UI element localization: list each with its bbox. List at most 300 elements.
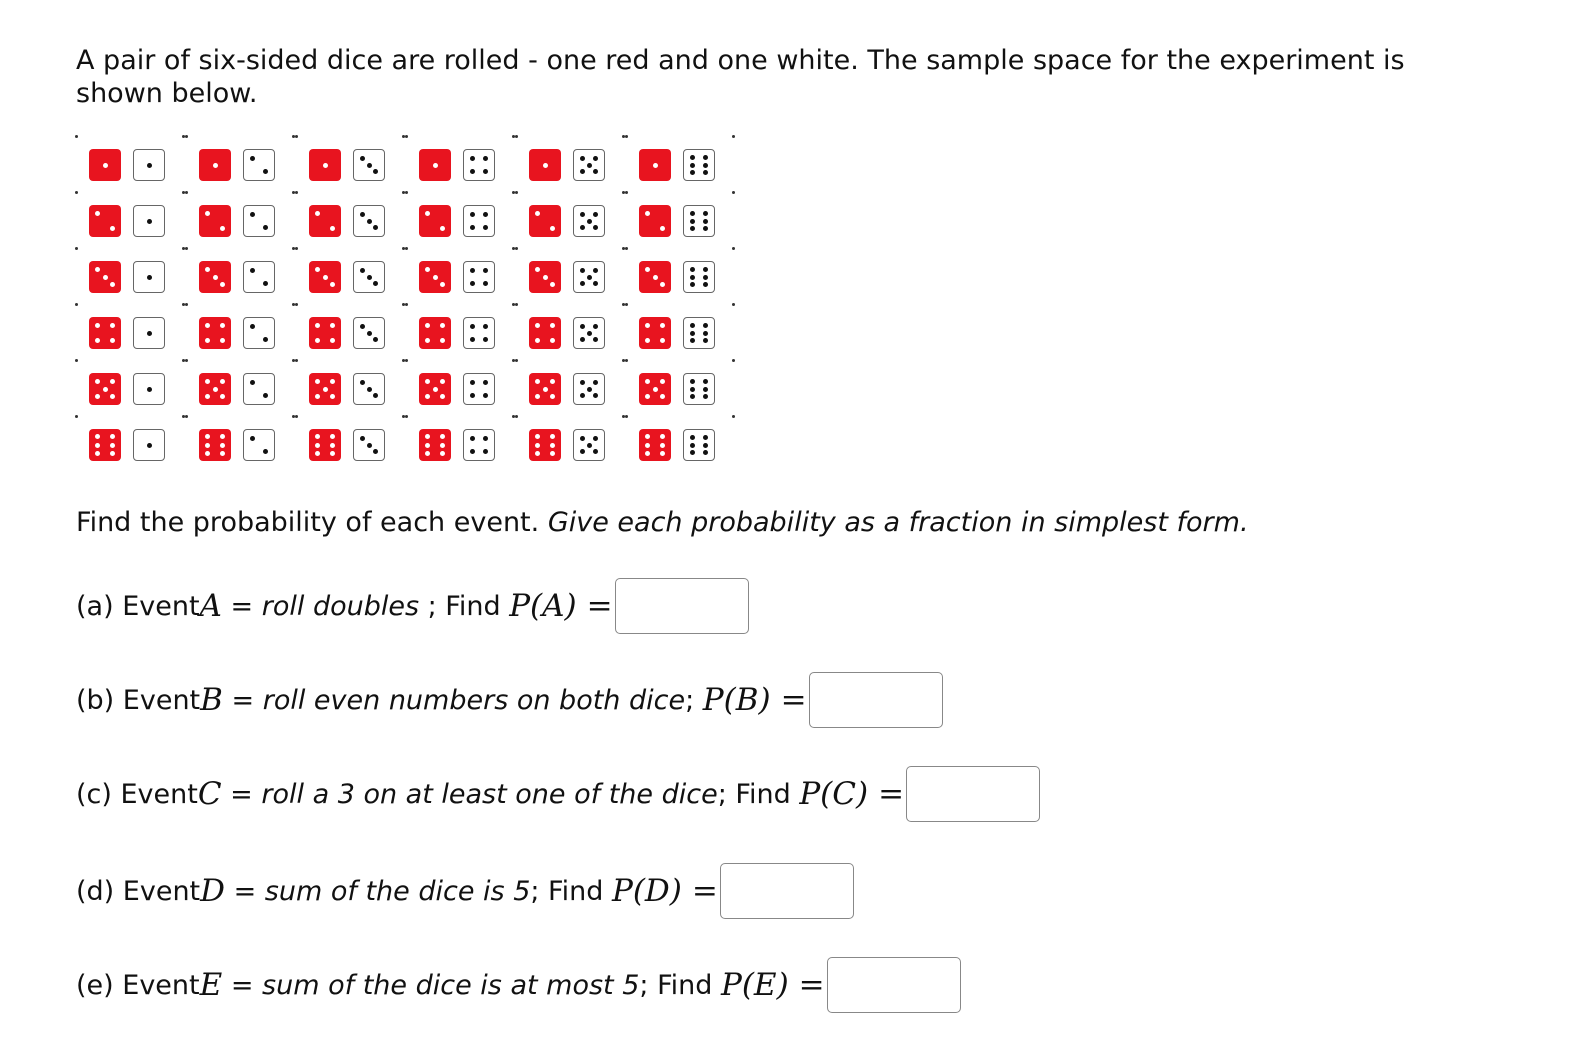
pip xyxy=(470,268,475,273)
pip xyxy=(587,275,592,280)
red-die-icon xyxy=(529,317,561,349)
equals-text: = xyxy=(221,778,262,810)
pip xyxy=(95,394,100,399)
red-die-icon xyxy=(639,261,671,293)
dice-outcome-cell xyxy=(515,247,625,303)
pip xyxy=(315,451,320,456)
pip xyxy=(315,434,320,439)
red-die-icon xyxy=(199,205,231,237)
dice-outcome-cell xyxy=(405,135,515,191)
dice-outcome-cell xyxy=(75,135,185,191)
grid-corner-dot xyxy=(295,303,298,306)
dice-outcome-cell xyxy=(405,359,515,415)
pip xyxy=(593,268,598,273)
dice-outcome-cell xyxy=(405,415,515,471)
pip xyxy=(220,338,225,343)
grid-corner-dot xyxy=(295,247,298,250)
grid-corner-dot xyxy=(515,359,518,362)
dice-outcome-cell xyxy=(185,359,295,415)
grid-corner-dot xyxy=(75,415,78,418)
grid-corner-dot xyxy=(625,359,628,362)
event-description: roll even numbers on both dice xyxy=(262,684,686,716)
pip xyxy=(103,387,108,392)
pip xyxy=(440,323,445,328)
pip xyxy=(330,226,335,231)
pip xyxy=(205,394,210,399)
pip xyxy=(110,226,115,231)
pip xyxy=(367,387,372,392)
pip xyxy=(580,281,585,286)
pip xyxy=(205,338,210,343)
white-die-icon xyxy=(133,261,165,293)
pip xyxy=(360,212,365,217)
pip xyxy=(593,156,598,161)
pip xyxy=(690,387,695,392)
dice-outcome-cell xyxy=(75,303,185,359)
pip xyxy=(250,380,255,385)
pip xyxy=(250,212,255,217)
pip xyxy=(250,324,255,329)
pip xyxy=(470,436,475,441)
pip xyxy=(703,435,708,440)
pip xyxy=(205,379,210,384)
pip xyxy=(690,282,695,287)
grid-corner-dot xyxy=(625,247,628,250)
answer-input-e[interactable] xyxy=(827,957,961,1013)
pip xyxy=(330,443,335,448)
pip xyxy=(690,323,695,328)
pip xyxy=(367,275,372,280)
white-die-icon xyxy=(683,261,715,293)
event-variable: B xyxy=(200,682,223,718)
red-die-icon xyxy=(309,317,341,349)
white-die-icon xyxy=(243,429,275,461)
grid-corner-dot xyxy=(295,359,298,362)
pip xyxy=(470,449,475,454)
red-die-icon xyxy=(419,373,451,405)
pip xyxy=(367,331,372,336)
pip xyxy=(535,443,540,448)
question-b xyxy=(76,670,943,730)
pip xyxy=(690,219,695,224)
white-die-icon xyxy=(133,149,165,181)
pip xyxy=(470,212,475,217)
pip xyxy=(315,443,320,448)
pip xyxy=(550,434,555,439)
red-die-icon xyxy=(89,317,121,349)
pip xyxy=(330,379,335,384)
answer-input-c[interactable] xyxy=(906,766,1040,822)
pip xyxy=(220,226,225,231)
pip xyxy=(470,169,475,174)
pip xyxy=(653,275,658,280)
equals-sign: = xyxy=(586,588,613,624)
pip xyxy=(95,443,100,448)
dice-outcome-cell xyxy=(405,247,515,303)
grid-corner-dot xyxy=(515,247,518,250)
grid-corner-dot xyxy=(732,247,735,250)
probability-expression: P(C) xyxy=(799,776,869,812)
white-die-icon xyxy=(353,149,385,181)
equals-sign: = xyxy=(798,967,825,1003)
red-die-icon xyxy=(419,205,451,237)
grid-corner-dot xyxy=(185,359,188,362)
question-a xyxy=(76,576,749,636)
pip xyxy=(535,267,540,272)
pip xyxy=(483,281,488,286)
pip xyxy=(660,443,665,448)
pip xyxy=(645,394,650,399)
pip xyxy=(580,156,585,161)
pip xyxy=(367,219,372,224)
pip xyxy=(425,451,430,456)
pip xyxy=(373,337,378,342)
white-die-icon xyxy=(463,429,495,461)
grid-corner-dot xyxy=(75,135,78,138)
white-die-icon xyxy=(573,205,605,237)
red-die-icon xyxy=(419,317,451,349)
pip xyxy=(440,434,445,439)
pip xyxy=(660,226,665,231)
white-die-icon xyxy=(243,317,275,349)
instructions-italic: Give each probability as a fraction in simplest form. xyxy=(547,507,1249,538)
pip xyxy=(690,331,695,336)
pip xyxy=(360,156,365,161)
pip xyxy=(250,156,255,161)
grid-corner-dot xyxy=(732,135,735,138)
intro-text: A pair of six-sided dice are rolled - one red and one white. The sample space for the experiment is shown below. xyxy=(76,45,1405,109)
pip xyxy=(213,275,218,280)
pip xyxy=(580,449,585,454)
grid-corner-dot xyxy=(515,135,518,138)
grid-corner-dot xyxy=(295,135,298,138)
pip xyxy=(645,443,650,448)
pip xyxy=(483,268,488,273)
pip xyxy=(220,379,225,384)
pip xyxy=(220,394,225,399)
dice-outcome-cell xyxy=(185,247,295,303)
grid-corner-dot xyxy=(185,415,188,418)
white-die-icon xyxy=(463,373,495,405)
pip xyxy=(690,275,695,280)
pip xyxy=(703,387,708,392)
pip xyxy=(425,267,430,272)
dice-outcome-cell xyxy=(75,415,185,471)
pip xyxy=(110,443,115,448)
pip xyxy=(535,379,540,384)
pip xyxy=(483,324,488,329)
pip xyxy=(660,434,665,439)
pip xyxy=(550,443,555,448)
pip xyxy=(263,225,268,230)
pip xyxy=(425,394,430,399)
pip xyxy=(580,436,585,441)
pip xyxy=(593,380,598,385)
pip xyxy=(587,387,592,392)
pip xyxy=(703,379,708,384)
pip xyxy=(95,267,100,272)
pip xyxy=(323,163,328,168)
pip xyxy=(220,443,225,448)
pip xyxy=(593,169,598,174)
pip xyxy=(580,225,585,230)
event-description: roll doubles xyxy=(261,590,420,622)
dice-outcome-cell xyxy=(295,247,405,303)
grid-corner-dot xyxy=(405,135,408,138)
equals-text: = xyxy=(221,590,262,622)
dice-outcome-cell xyxy=(515,415,625,471)
pip xyxy=(587,443,592,448)
red-die-icon xyxy=(419,429,451,461)
pip xyxy=(483,436,488,441)
dice-outcome-cell xyxy=(625,415,735,471)
find-text: ; Find xyxy=(419,590,510,622)
red-die-icon xyxy=(639,317,671,349)
dice-outcome-cell xyxy=(185,191,295,247)
equals-text: = xyxy=(222,969,263,1001)
pip xyxy=(205,211,210,216)
pip xyxy=(470,324,475,329)
pip xyxy=(110,379,115,384)
pip xyxy=(205,443,210,448)
pip xyxy=(535,323,540,328)
pip xyxy=(205,451,210,456)
pip xyxy=(580,393,585,398)
red-die-icon xyxy=(419,261,451,293)
pip xyxy=(550,394,555,399)
grid-corner-dot xyxy=(405,415,408,418)
white-die-icon xyxy=(353,205,385,237)
grid-corner-dot xyxy=(185,191,188,194)
pip xyxy=(703,443,708,448)
red-die-icon xyxy=(639,205,671,237)
pip xyxy=(550,282,555,287)
white-die-icon xyxy=(683,205,715,237)
pip xyxy=(483,449,488,454)
pip xyxy=(425,379,430,384)
pip xyxy=(645,338,650,343)
pip xyxy=(470,393,475,398)
pip xyxy=(373,225,378,230)
pip xyxy=(690,226,695,231)
pip xyxy=(433,387,438,392)
pip xyxy=(330,394,335,399)
red-die-icon xyxy=(639,429,671,461)
white-die-icon xyxy=(463,149,495,181)
white-die-icon xyxy=(243,149,275,181)
pip xyxy=(470,156,475,161)
pip xyxy=(110,451,115,456)
grid-corner-dot xyxy=(75,303,78,306)
grid-corner-dot xyxy=(515,303,518,306)
red-die-icon xyxy=(529,149,561,181)
pip xyxy=(483,156,488,161)
pip xyxy=(95,338,100,343)
white-die-icon xyxy=(683,373,715,405)
pip xyxy=(205,434,210,439)
pip xyxy=(367,443,372,448)
white-die-icon xyxy=(353,261,385,293)
red-die-icon xyxy=(529,429,561,461)
red-die-icon xyxy=(529,373,561,405)
grid-corner-dot xyxy=(405,303,408,306)
white-die-icon xyxy=(573,261,605,293)
red-die-icon xyxy=(309,429,341,461)
pip xyxy=(690,267,695,272)
pip xyxy=(703,226,708,231)
pip xyxy=(263,337,268,342)
grid-corner-dot xyxy=(75,359,78,362)
red-die-icon xyxy=(419,149,451,181)
red-die-icon xyxy=(89,149,121,181)
pip xyxy=(330,451,335,456)
answer-input-a[interactable] xyxy=(615,578,749,634)
pip xyxy=(593,337,598,342)
grid-corner-dot xyxy=(185,135,188,138)
pip xyxy=(593,212,598,217)
pip xyxy=(483,380,488,385)
pip xyxy=(220,323,225,328)
dice-outcome-cell xyxy=(515,191,625,247)
dice-outcome-cell xyxy=(75,191,185,247)
pip xyxy=(580,212,585,217)
pip xyxy=(593,393,598,398)
pip xyxy=(653,387,658,392)
pip xyxy=(425,338,430,343)
pip xyxy=(95,323,100,328)
pip xyxy=(703,155,708,160)
equals-sign: = xyxy=(878,776,905,812)
white-die-icon xyxy=(353,429,385,461)
question-d xyxy=(76,861,854,921)
grid-corner-dot xyxy=(185,247,188,250)
pip xyxy=(580,380,585,385)
white-die-icon xyxy=(683,317,715,349)
grid-corner-dot xyxy=(625,191,628,194)
answer-input-b[interactable] xyxy=(809,672,943,728)
pip xyxy=(95,434,100,439)
pip xyxy=(330,323,335,328)
pip xyxy=(330,282,335,287)
pip xyxy=(315,211,320,216)
dice-outcome-cell xyxy=(625,359,735,415)
pip xyxy=(373,449,378,454)
pip xyxy=(550,323,555,328)
pip xyxy=(440,338,445,343)
pip xyxy=(373,393,378,398)
pip xyxy=(580,337,585,342)
pip xyxy=(535,338,540,343)
probability-expression: P(B) xyxy=(702,682,771,718)
white-die-icon xyxy=(243,261,275,293)
pip xyxy=(360,268,365,273)
dice-outcome-cell xyxy=(185,303,295,359)
pip xyxy=(440,226,445,231)
pip xyxy=(103,275,108,280)
equals-sign: = xyxy=(691,873,718,909)
pip xyxy=(147,443,152,448)
pip xyxy=(315,338,320,343)
white-die-icon xyxy=(573,373,605,405)
pip xyxy=(205,323,210,328)
red-die-icon xyxy=(199,317,231,349)
equals-text: = xyxy=(225,875,265,907)
pip xyxy=(483,169,488,174)
pip xyxy=(535,211,540,216)
white-die-icon xyxy=(133,429,165,461)
pip xyxy=(433,163,438,168)
white-die-icon xyxy=(683,429,715,461)
event-description: roll a 3 on at least one of the dice xyxy=(261,778,718,810)
pip xyxy=(440,282,445,287)
event-description: sum of the dice is at most 5 xyxy=(262,969,640,1001)
pip xyxy=(593,281,598,286)
pip xyxy=(263,169,268,174)
pip xyxy=(593,225,598,230)
pip xyxy=(690,394,695,399)
dice-outcome-cell xyxy=(295,135,405,191)
pip xyxy=(147,275,152,280)
red-die-icon xyxy=(529,205,561,237)
pip xyxy=(470,281,475,286)
white-die-icon xyxy=(573,429,605,461)
white-die-icon xyxy=(133,317,165,349)
red-die-icon xyxy=(199,149,231,181)
white-die-icon xyxy=(463,205,495,237)
grid-corner-dot xyxy=(405,359,408,362)
pip xyxy=(543,387,548,392)
pip xyxy=(147,331,152,336)
instructions-plain: Find the probability of each event. xyxy=(76,507,548,538)
white-die-icon xyxy=(353,317,385,349)
red-die-icon xyxy=(309,149,341,181)
pip xyxy=(580,169,585,174)
pip xyxy=(360,380,365,385)
dice-outcome-cell xyxy=(625,135,735,191)
pip xyxy=(703,211,708,216)
pip xyxy=(483,393,488,398)
grid-corner-dot xyxy=(405,191,408,194)
find-text: ; Find xyxy=(639,969,721,1001)
pip xyxy=(690,163,695,168)
dice-outcome-cell xyxy=(75,247,185,303)
pip xyxy=(593,436,598,441)
red-die-icon xyxy=(529,261,561,293)
pip xyxy=(440,394,445,399)
white-die-icon xyxy=(243,373,275,405)
pip xyxy=(690,379,695,384)
pip xyxy=(703,275,708,280)
grid-corner-dot xyxy=(625,303,628,306)
pip xyxy=(550,338,555,343)
answer-input-d[interactable] xyxy=(720,863,854,919)
pip xyxy=(360,324,365,329)
pip xyxy=(367,163,372,168)
dice-outcome-cell xyxy=(625,191,735,247)
pip xyxy=(703,331,708,336)
pip xyxy=(440,379,445,384)
dice-outcome-cell xyxy=(625,247,735,303)
pip xyxy=(587,163,592,168)
pip xyxy=(535,451,540,456)
pip xyxy=(425,323,430,328)
pip xyxy=(550,451,555,456)
pip xyxy=(660,394,665,399)
dice-outcome-cell xyxy=(295,359,405,415)
pip xyxy=(703,170,708,175)
pip xyxy=(425,211,430,216)
grid-corner-dot xyxy=(75,191,78,194)
